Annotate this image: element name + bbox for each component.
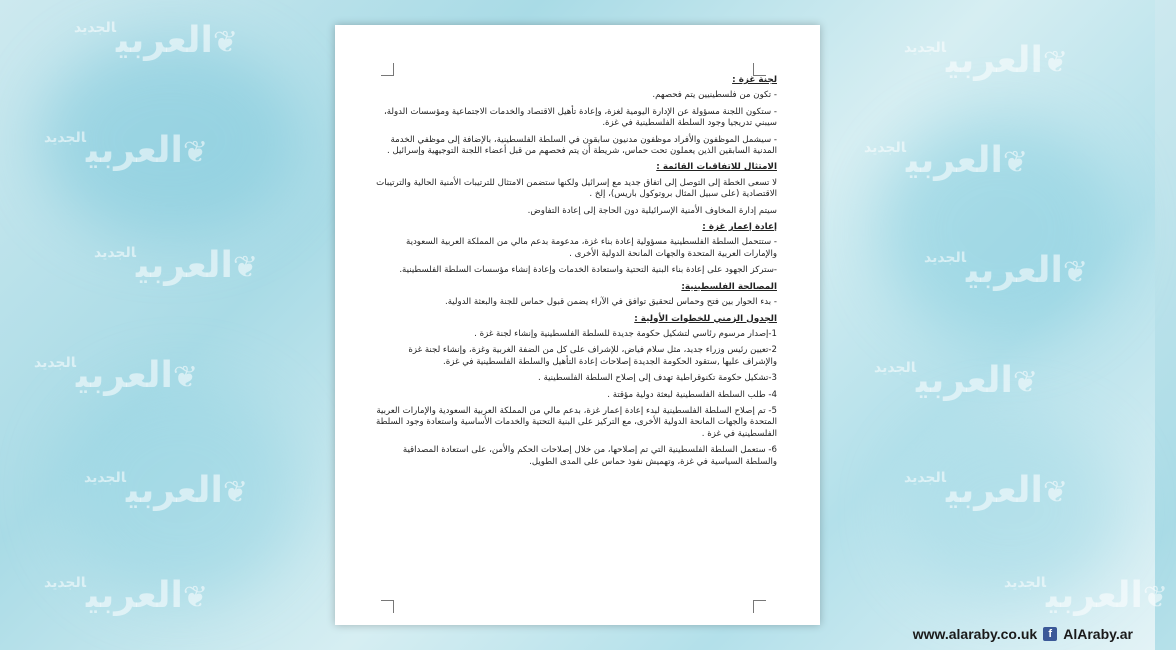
facebook-icon[interactable]: f [1043, 627, 1057, 641]
paragraph: سيتم إدارة المخاوف الأمنية الإسرائيلية دون الحاجة إلى إعادة التفاوض. [527, 205, 777, 216]
section-heading: لجنة غزة : [732, 75, 777, 85]
watermark-logo: ❦العربي$^{الجديد}$ [44, 575, 208, 616]
list-item: 1-إصدار مرسوم رئاسي لتشكيل حكومة جديدة للسلطة الفلسطينية وإنشاء لجنة غزة . [474, 328, 777, 339]
list-item: 5- تم إصلاح السلطة الفلسطينية لبدء إعادة إعمار غزة، بدعم مالي من المملكة العربية السعودية والإمارات العربية المتحدة والجهات المانحة الدولية الأخرى، مع التركيز على البنية التحتية والخدمات الأساسية واستعادة وجود السلطة الفلسطينية في غزة . [376, 405, 777, 439]
paragraph: -ستركز الجهود على إعادة بناء البنية التحتية واستعادة الخدمات وإعادة إنشاء مؤسسات السلطة الفلسطينية. [399, 265, 777, 276]
watermark-logo: ❦العربي$^{الجديد}$ [864, 140, 1028, 181]
watermark-logo: ❦العربي$^{الجديد}$ [1004, 575, 1168, 616]
list-item: 6- ستعمل السلطة الفلسطينية التي تم إصلاحها، من خلال إصلاحات الحكم والأمن، على استعادة المصداقية والسلطة السياسية في غزة، وتهميش نفوذ حماس على المدى الطويل. [402, 445, 777, 467]
paragraph: - بدء الحوار بين فتح وحماس لتحقيق توافق في الآراء يضمن قبول حماس للجنة والبعثة الدولية. [444, 297, 777, 308]
watermark-logo: ❦العربي$^{الجديد}$ [84, 470, 248, 511]
crop-mark [753, 600, 766, 613]
watermark-logo: ❦العربي$^{الجديد}$ [904, 40, 1068, 81]
paragraph: - ستكون اللجنة مسؤولة عن الإدارة اليومية لغزة، وإعادة تأهيل الاقتصاد والخدمات الاجتماعية ومؤسسات الدولة، سيبني تدريجيا وجود السلطة الفلسطينية في غزة. [384, 106, 777, 129]
paragraph: - ستتحمل السلطة الفلسطينية مسؤولية إعادة بناء غزة، مدعومة بدعم مالي من المملكة العربية السعودية والإمارات العربية المتحدة والجهات المانحة الدولية الأخرى . [405, 237, 777, 259]
crop-mark [381, 600, 394, 613]
watermark-logo: ❦العربي$^{الجديد}$ [874, 360, 1038, 401]
list-item: 3-تشكيل حكومة تكنوقراطية تهدف إلى إصلاح السلطة الفلسطينية . [538, 373, 777, 384]
section-heading: المصالحة الفلسطينية: [681, 281, 777, 292]
paragraph: - تكون من فلسطينيين يتم فحصهم. [652, 90, 777, 101]
paragraph: لا تسعى الخطة إلى التوصل إلى اتفاق جديد مع إسرائيل ولكنها ستضمن الامتثال للترتيبات الأمنية الحالية والترتيبات الاقتصادية (على سبيل المثال بروتوكول باريس)، إلخ . [376, 177, 777, 200]
section-gaza-committee [375, 75, 777, 157]
section-timeline [375, 314, 777, 468]
watermark-logo: ❦العربي$^{الجديد}$ [904, 470, 1068, 511]
document-body [375, 71, 777, 473]
section-heading: الامتثال للاتفاقيات القائمة : [656, 162, 777, 173]
document-page [335, 25, 820, 625]
watermark-logo: ❦العربي$^{الجديد}$ [74, 20, 238, 61]
facebook-handle[interactable]: AlAraby.ar [1063, 626, 1133, 642]
paragraph: - سيشمل الموظفون والأفراد موظفون مدنيون سابقون في السلطة الفلسطينية، بالإضافة إلى موظفي الخدمة المدنية السابقين الذين يعملون تحت حماس، شريطة أن يتم فحصهم من قبل أعضاء اللجنة التوجيهية وإسرائيل . [386, 134, 777, 157]
section-reconstruction [375, 222, 777, 277]
watermark-logo: ❦العربي$^{الجديد}$ [94, 245, 258, 286]
list-item: 4- طلب السلطة الفلسطينية لبعثة دولية مؤقتة . [607, 389, 777, 400]
section-existing-agreements [375, 162, 777, 217]
section-heading: الجدول الزمني للخطوات الأولية : [634, 313, 777, 324]
watermark-logo: ❦العربي$^{الجديد}$ [34, 355, 198, 396]
section-reconciliation [375, 282, 777, 309]
website-link[interactable]: www.alaraby.co.uk [912, 626, 1038, 642]
footer-branding [913, 626, 1133, 642]
watermark-logo: ❦العربي$^{الجديد}$ [924, 250, 1088, 291]
section-heading: إعادة إعمار غزة : [702, 222, 777, 233]
watermark-logo: ❦العربي$^{الجديد}$ [44, 130, 208, 171]
list-item: 2-تعيين رئيس وزراء جديد، مثل سلام فياض، للإشراف على كل من الضفة الغربية وغزة، وإنشاء لجنة غزة والإشراف عليها ,ستقود الحكومة الجديدة إصلاحات إعادة التأهيل والسلطة الفلسطينية في غزة. [408, 345, 777, 367]
